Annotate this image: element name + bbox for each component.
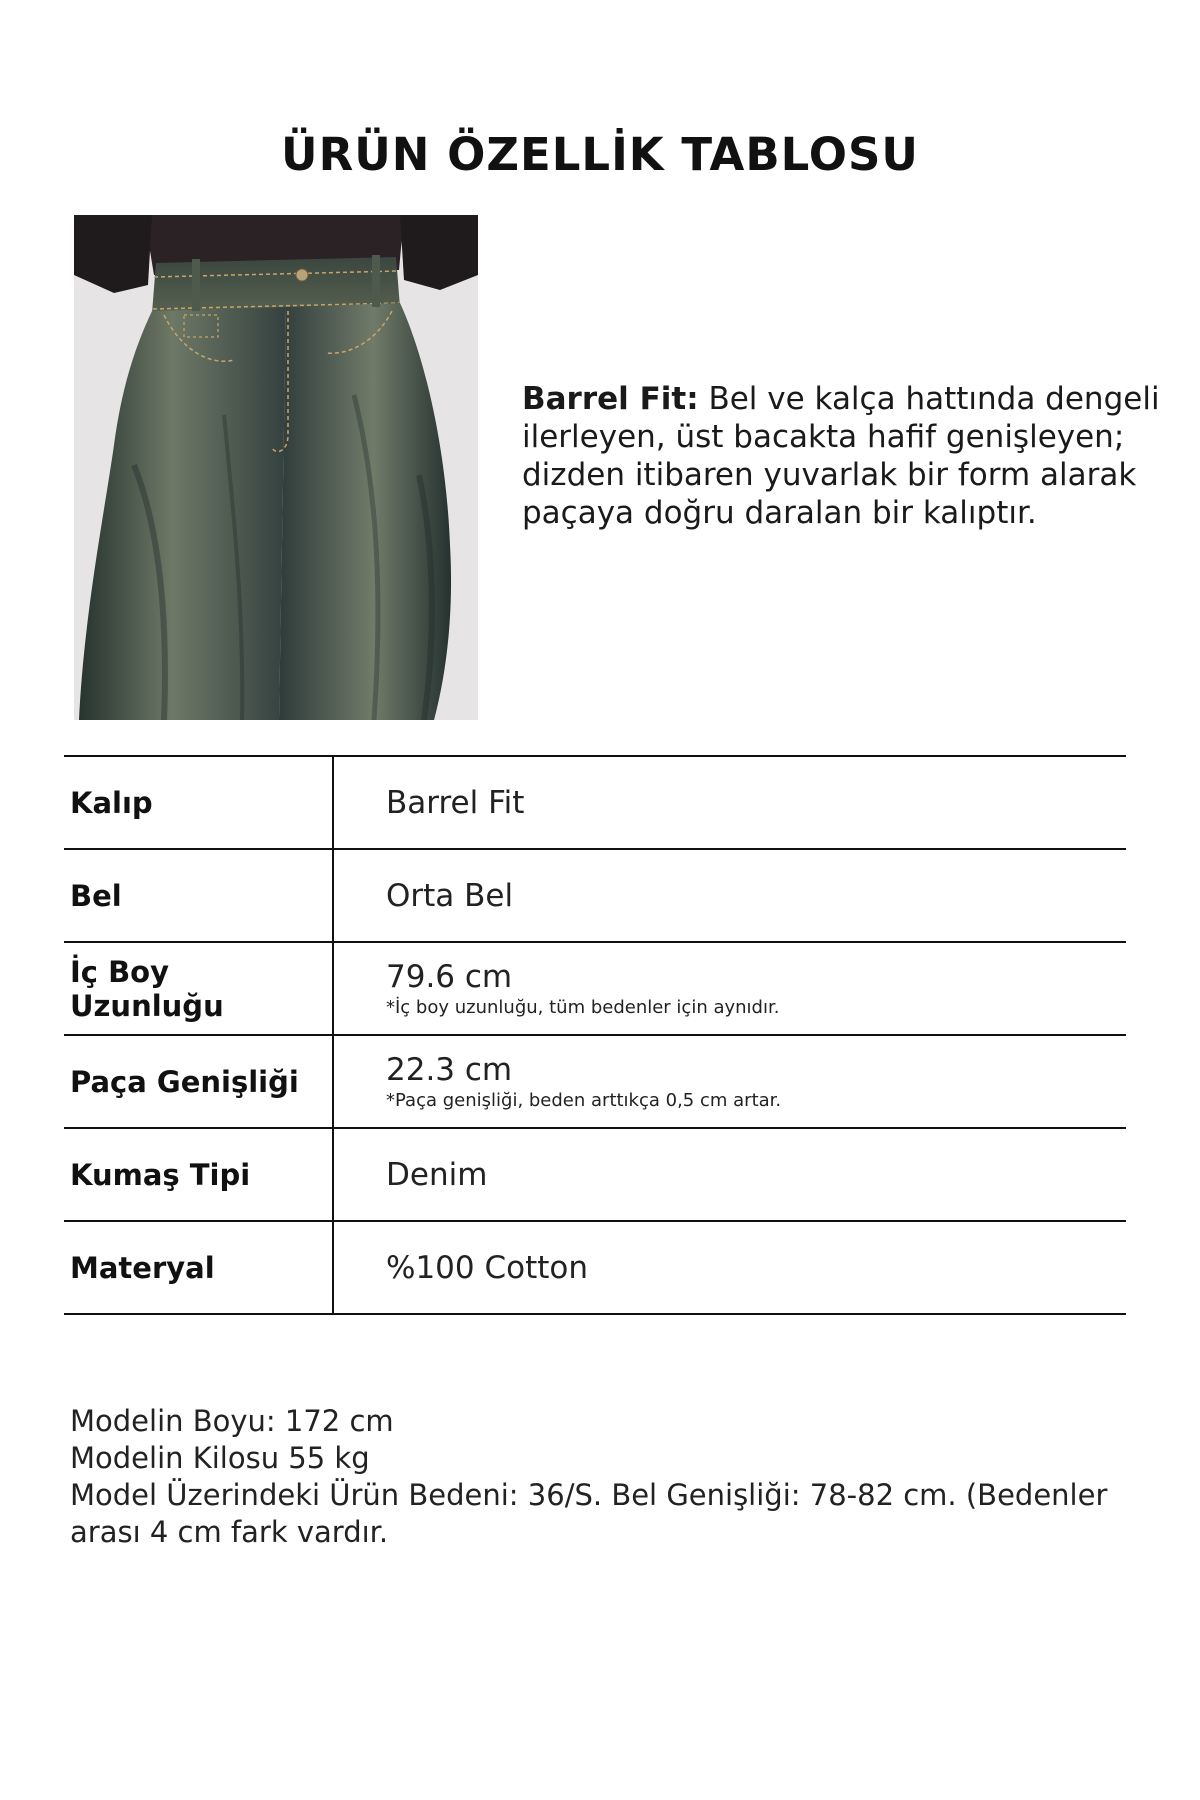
spec-value: Orta Bel	[386, 877, 514, 914]
model-height: Modelin Boyu: 172 cm	[70, 1404, 394, 1438]
spec-note: *Paça genişliği, beden arttıkça 0,5 cm artar.	[386, 1090, 782, 1111]
column-divider	[332, 1222, 334, 1313]
spec-row-bel	[64, 850, 1126, 943]
spec-value: Denim	[386, 1156, 488, 1193]
model-size-line-2: arası 4 cm fark vardır.	[70, 1515, 389, 1549]
page-title: ÜRÜN ÖZELLİK TABLOSU	[281, 128, 919, 181]
spec-value-cell	[386, 757, 1126, 848]
model-weight: Modelin Kilosu 55 kg	[70, 1441, 370, 1475]
column-divider	[332, 850, 334, 941]
spec-value: %100 Cotton	[386, 1249, 589, 1286]
column-divider	[332, 1129, 334, 1220]
spec-row-materyal	[64, 1222, 1126, 1315]
spec-label: Bel	[70, 878, 122, 913]
spec-value-cell	[386, 1222, 1126, 1313]
fit-term: Barrel Fit:	[522, 381, 699, 417]
fit-description-text: Bel ve kalça hattında dengeli ilerleyen, üst bacakta hafif genişleyen; dizden itibaren yuvarlak bir form alarak paçaya doğru daralan bir kalıptır.	[522, 381, 1160, 531]
spec-label: Kumaş Tipi	[70, 1157, 251, 1192]
spec-value: 22.3 cm	[386, 1052, 513, 1088]
spec-label: Materyal	[70, 1250, 215, 1285]
spec-label: Kalıp	[70, 785, 153, 820]
jeans-photo-icon	[74, 215, 478, 720]
spec-value: Barrel Fit	[386, 784, 525, 821]
column-divider	[332, 757, 334, 848]
column-divider	[332, 943, 334, 1034]
spec-value-cell	[386, 943, 1126, 1034]
spec-label: İç Boy Uzunluğu	[70, 954, 224, 1023]
spec-note: *İç boy uzunluğu, tüm bedenler için aynıdır.	[386, 997, 780, 1018]
spec-row-kalip	[64, 757, 1126, 850]
spec-row-kumas	[64, 1129, 1126, 1222]
spec-label: Paça Genişliği	[70, 1064, 299, 1099]
spec-value: 79.6 cm	[386, 959, 513, 995]
column-divider	[332, 1036, 334, 1127]
model-size-line-1: Model Üzerindeki Ürün Bedeni: 36/S. Bel Genişliği: 78-82 cm. (Bedenler	[70, 1478, 1108, 1512]
fit-description	[522, 380, 1162, 532]
spec-table	[64, 755, 1126, 1315]
spec-value-cell	[386, 850, 1126, 941]
spec-value-cell	[386, 1036, 1126, 1127]
product-photo	[74, 215, 478, 720]
spec-row-ic-boy	[64, 943, 1126, 1036]
model-info	[70, 1403, 1130, 1551]
spec-value-cell	[386, 1129, 1126, 1220]
spec-row-paca	[64, 1036, 1126, 1129]
